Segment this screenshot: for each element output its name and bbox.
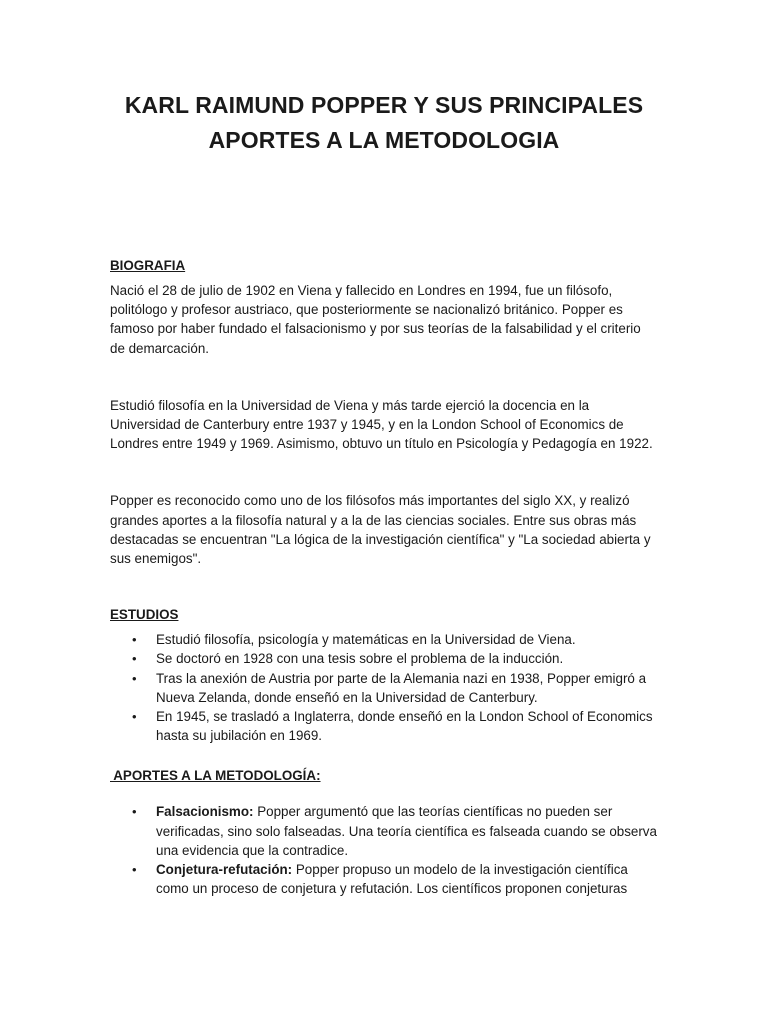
aporte-text: Popper propuso un modelo de la investigación científica como un proceso de conjetura y refutación. Los científicos proponen conjeturas	[156, 862, 628, 897]
bullet-icon: •	[132, 651, 137, 667]
biografia-paragraph-2: Estudió filosofía en la Universidad de Viena y más tarde ejerció la docencia en la Universidad de Canterbury entre 1937 y 1945, y en la London School of Economics de Londres entre 1949 y 1969. Asimismo, obtuvo un título en Psicología y Pedagogía en 1922.	[110, 397, 653, 452]
bullet-icon: •	[132, 862, 137, 878]
aporte-text: Popper argumentó que las teorías científicas no pueden ser verificadas, sino solo falseadas. Una teoría científica es falseada cuando se observa una evidencia que la contradice.	[156, 804, 657, 858]
list-item: • Se doctoró en 1928 con una tesis sobre el problema de la inducción.	[156, 649, 658, 668]
bullet-icon: •	[132, 804, 137, 820]
list-item	[132, 802, 658, 860]
estudios-list	[110, 630, 658, 745]
document-title	[110, 88, 658, 158]
aporte-term: Falsacionismo:	[156, 804, 254, 820]
aportes-list	[110, 802, 658, 898]
list-item: • En 1945, se trasladó a Inglaterra, donde enseñó en la London School of Economics hasta su jubilación en 1969.	[132, 709, 653, 744]
bullet-icon: •	[132, 670, 137, 686]
bullet-icon: •	[132, 632, 137, 648]
aporte-term: Conjetura-refutación:	[156, 862, 293, 878]
document-title-line-1: KARL RAIMUND POPPER Y SUS PRINCIPALES	[124, 92, 644, 118]
aportes-heading: APORTES A LA METODOLOGÍA:	[110, 768, 321, 784]
biografia-paragraph-1: Nació el 28 de julio de 1902 en Viena y fallecido en Londres en 1994, fue un filósofo, politólogo y profesor austriaco, que posteriormente se nacionalizó británico. Popper es famoso por haber fundado el falsacionismo y por sus teorías de la falsabilidad y el criterio de demarcación.	[110, 283, 641, 356]
list-item	[132, 860, 658, 898]
list-item: • Tras la anexión de Austria por parte de la Alemania nazi en 1938, Popper emigró a Nueva Zelanda, donde enseñó en la Universidad de Canterbury.	[132, 670, 647, 705]
biografia-heading: BIOGRAFIA	[110, 258, 186, 273]
bullet-icon: •	[132, 709, 137, 725]
document-title-line-2: APORTES A LA METODOLOGIA	[208, 127, 560, 153]
biografia-paragraph-3: Popper es reconocido como uno de los filósofos más importantes del siglo XX, y realizó grandes aportes a la filosofía natural y a la de las ciencias sociales. Entre sus obras más destacadas se encuentran "La lógica de la investigación científica" y "La sociedad abierta y sus enemigos".	[110, 493, 651, 567]
list-item: • Estudió filosofía, psicología y matemáticas en la Universidad de Viena.	[156, 630, 658, 649]
estudios-heading: ESTUDIOS	[110, 607, 179, 623]
